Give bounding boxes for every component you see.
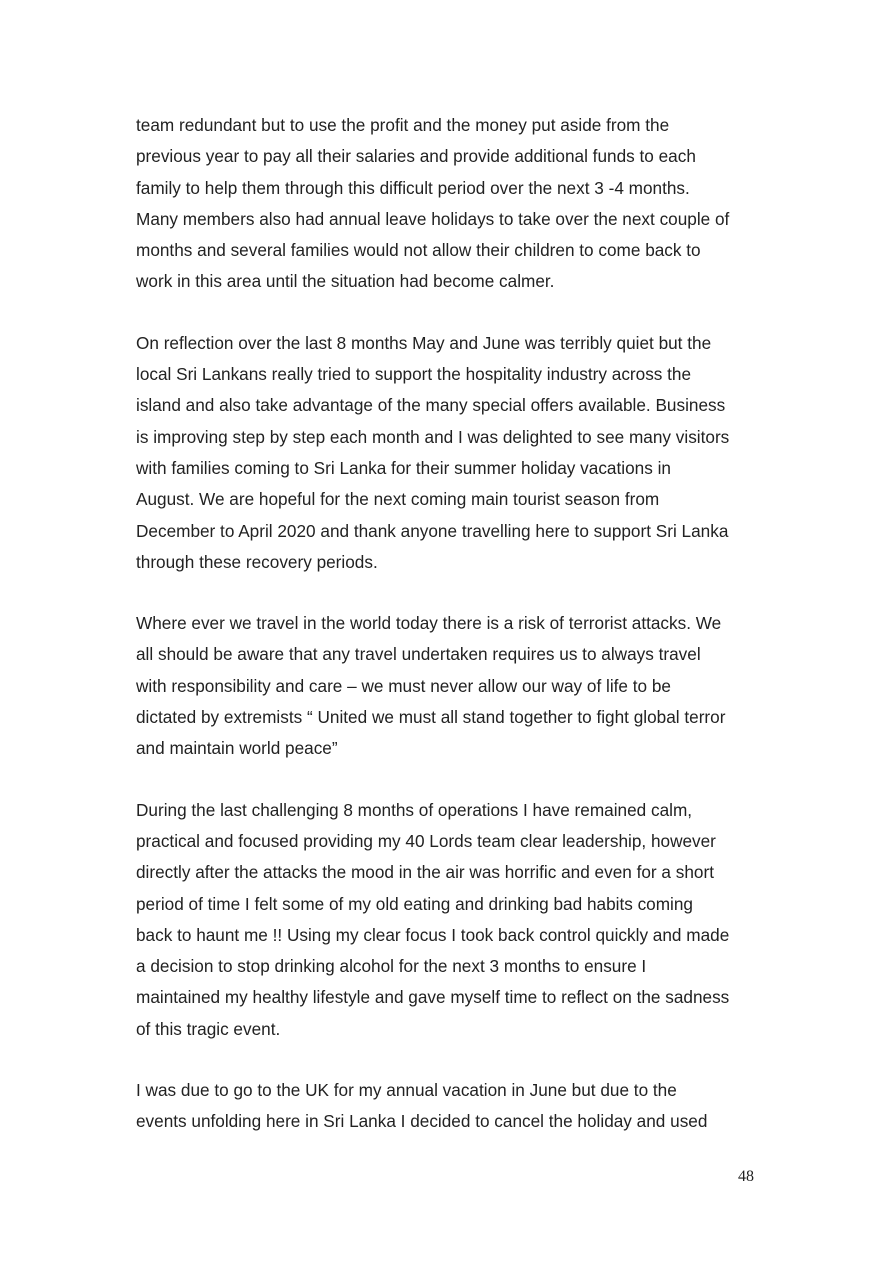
text-line: dictated by extremists “ United we must all stand together to fight global terror: [136, 707, 726, 728]
text-line: During the last challenging 8 months of operations I have remained calm,: [136, 799, 693, 820]
page-number: 48: [738, 1168, 754, 1185]
paragraph-reflection: [136, 328, 766, 578]
paragraph-staff-support: [136, 110, 766, 298]
text-line: with responsibility and care – we must never allow our way of life to be: [136, 675, 671, 696]
text-line: of this tragic event.: [136, 1018, 281, 1039]
text-line: practical and focused providing my 40 Lords team clear leadership, however: [136, 830, 716, 851]
text-line: through these recovery periods.: [136, 551, 378, 572]
text-line: all should be aware that any travel undertaken requires us to always travel: [136, 644, 701, 665]
text-line: I was due to go to the UK for my annual vacation in June but due to the: [136, 1080, 677, 1101]
text-line: Many members also had annual leave holidays to take over the next couple of: [136, 208, 730, 229]
text-line: months and several families would not allow their children to come back to: [136, 240, 701, 261]
paragraph-leadership: [136, 795, 766, 1045]
text-line: and maintain world peace”: [136, 738, 338, 759]
text-line: Where ever we travel in the world today there is a risk of terrorist attacks. We: [136, 613, 722, 634]
text-line: directly after the attacks the mood in the air was horrific and even for a short: [136, 862, 714, 883]
text-line: back to haunt me !! Using my clear focus I took back control quickly and made: [136, 924, 730, 945]
text-line: On reflection over the last 8 months May and June was terribly quiet but the: [136, 332, 712, 353]
text-line: maintained my healthy lifestyle and gave myself time to reflect on the sadness: [136, 987, 730, 1008]
body-text: [136, 110, 766, 1168]
text-line: a decision to stop drinking alcohol for the next 3 months to ensure I: [136, 956, 647, 977]
text-line: period of time I felt some of my old eating and drinking bad habits coming: [136, 893, 693, 914]
text-line: family to help them through this difficult period over the next 3 -4 months.: [136, 177, 690, 198]
paragraph-vacation: [136, 1075, 766, 1138]
text-line: December to April 2020 and thank anyone travelling here to support Sri Lanka: [136, 520, 729, 541]
text-line: August. We are hopeful for the next coming main tourist season from: [136, 489, 660, 510]
text-line: team redundant but to use the profit and the money put aside from the: [136, 115, 670, 135]
text-line: local Sri Lankans really tried to support the hospitality industry across the: [136, 364, 692, 385]
text-line: work in this area until the situation had become calmer.: [136, 271, 555, 292]
text-line: is improving step by step each month and I was delighted to see many visitors: [136, 426, 730, 447]
text-line: with families coming to Sri Lanka for their summer holiday vacations in: [136, 457, 671, 478]
text-line: events unfolding here in Sri Lanka I decided to cancel the holiday and used: [136, 1111, 708, 1132]
text-line: island and also take advantage of the many special offers available. Business: [136, 395, 726, 416]
paragraph-travel-risk: [136, 608, 766, 764]
text-line: previous year to pay all their salaries and provide additional funds to each: [136, 146, 696, 167]
